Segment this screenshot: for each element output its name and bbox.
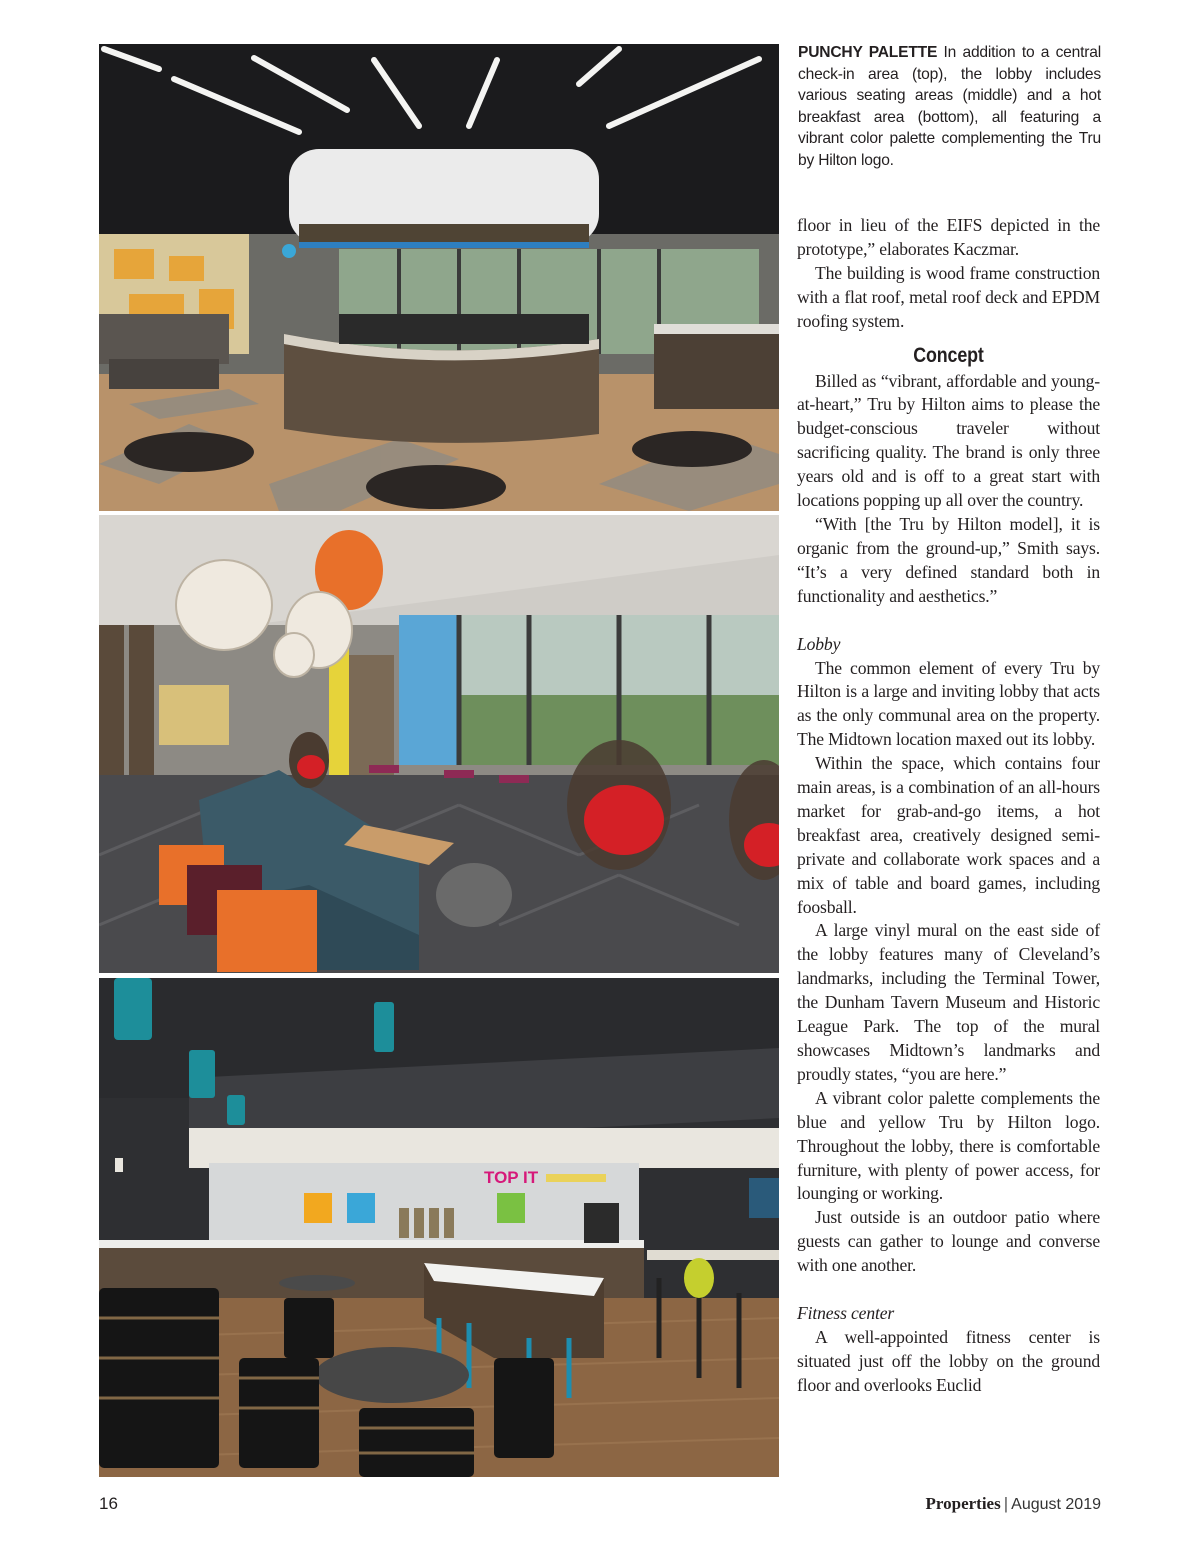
photo-caption bbox=[798, 42, 1101, 172]
article-body bbox=[797, 214, 1100, 1398]
paragraph: A well-appointed fitness center is situated just off the lobby on the ground floor and overlooks Euclid bbox=[797, 1326, 1100, 1395]
section-heading-concept: Concept bbox=[913, 343, 984, 367]
photo-breakfast-area bbox=[99, 978, 779, 1477]
caption-text: In addition to a central check-in area (top), the lobby includes various seating areas (middle) and a hot breakfast area (bottom), all featuring a vibrant color palette complementing the Tru by Hilton logo. bbox=[798, 44, 1101, 169]
paragraph: “With [the Tru by Hilton model], it is organic from the ground-up,” Smith says. “It’s a very defined standard both in functionality and aesthetics.” bbox=[797, 513, 1100, 606]
paragraph: Within the space, which contains four main areas, is a combination of an all-hours market for grab-and-go items, a hot breakfast area, creatively designed semi-private and collaborate work spaces and a mix of table and board games, including foosball. bbox=[797, 753, 1100, 917]
issue-date: August 2019 bbox=[1011, 1496, 1101, 1513]
photo-check-in-area bbox=[99, 44, 779, 511]
breakfast-sign: TOP IT bbox=[484, 1168, 539, 1187]
paragraph: Just outside is an outdoor patio where guests can gather to lounge and converse with one another. bbox=[797, 1207, 1100, 1276]
paragraph: The building is wood frame construction with a flat roof, metal roof deck and EPDM roofing system. bbox=[797, 262, 1100, 331]
paragraph: Billed as “vibrant, affordable and young-at-heart,” Tru by Hilton aims to please the budget-conscious traveler without sacrificing quality. The brand is only three years old and is off to a great start with locations popping up all over the country. bbox=[797, 370, 1100, 511]
paragraph: A vibrant color palette complements the blue and yellow Tru by Hilton logo. Throughout the lobby, there is comfortable furniture, with plenty of power access, for lounging or working. bbox=[797, 1087, 1100, 1204]
magazine-name: Properties bbox=[925, 1494, 1001, 1513]
paragraph: floor in lieu of the EIFS depicted in the prototype,” elaborates Kaczmar. bbox=[797, 215, 1100, 259]
paragraph: A large vinyl mural on the east side of the lobby features many of Cleveland’s landmarks, including the Terminal Tower, the Dunham Tavern Museum and Historic League Park. The top of the mural showcases Midtown’s landmarks and proudly states, “you are here.” bbox=[797, 920, 1100, 1084]
subheading-fitness-center: Fitness center bbox=[797, 1303, 895, 1324]
caption-lead: PUNCHY PALETTE bbox=[798, 44, 938, 61]
footer-masthead bbox=[926, 1494, 1102, 1514]
paragraph: The common element of every Tru by Hilton is a large and inviting lobby that acts as the only communal area on the property. The Midtown location maxed out its lobby. bbox=[797, 657, 1100, 750]
photo-seating-area bbox=[99, 515, 779, 973]
subheading-lobby: Lobby bbox=[797, 633, 841, 654]
page-number: 16 bbox=[99, 1494, 118, 1513]
footer-separator: | bbox=[1003, 1494, 1009, 1513]
